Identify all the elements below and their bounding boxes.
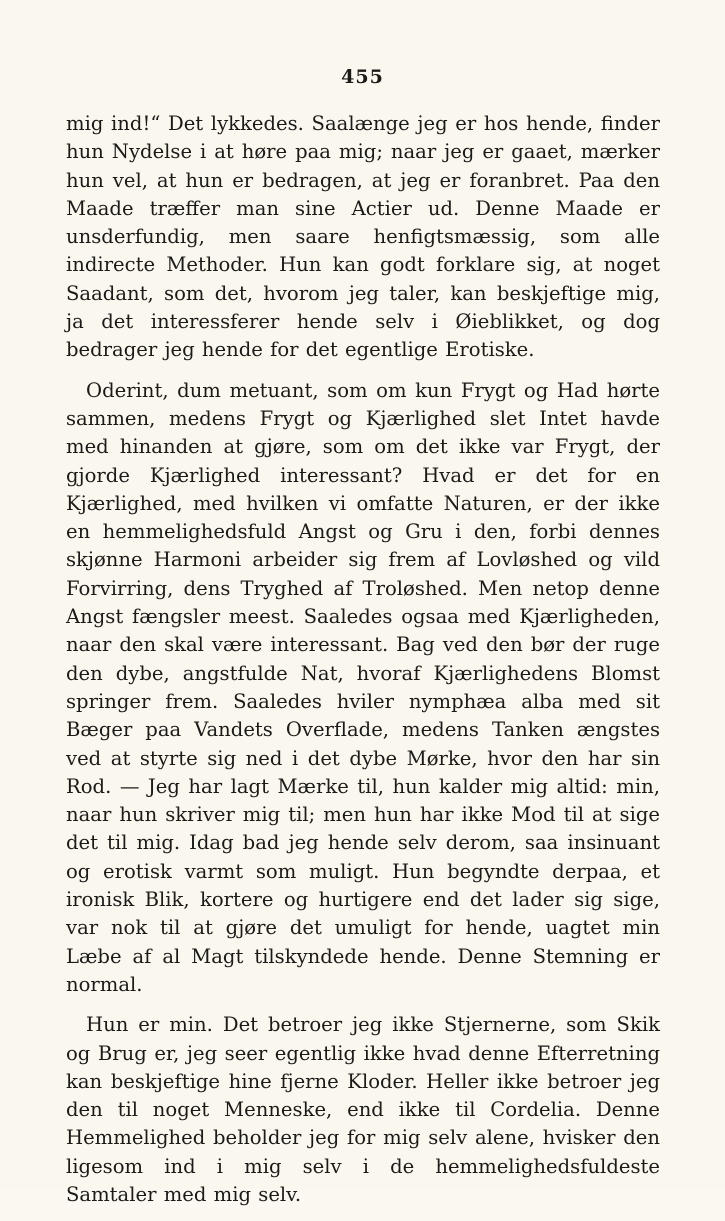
paragraph-1: mig ind!“ Det lykkedes. Saalænge jeg er hos hende, finder hun Nydelse i at høre paa mig; naar jeg er gaaet, mærker hun vel, at hun er bedragen, at jeg er foranbret. Paa den Maade træffer man sine Actier ud. Denne Maade er unsderfundig, men saare henfigtsmæssig, som alle indirecte Methoder. Hun kan godt forklare sig, at noget Saadant, som det, hvorom jeg taler, kan beskjeftige mig, ja det interessferer hende selv i Øieblikket, og dog bedrager jeg hende for det egentlige Erotiske. [66, 112, 660, 362]
page-number: 455 [341, 66, 384, 88]
paragraph-2: Oderint, dum metuant, som om kun Frygt og Had hørte sammen, medens Frygt og Kjærlighed slet Intet havde med hinanden at gjøre, som om det ikke var Frygt, der gjorde Kjærlighed interessant? Hvad er det for en Kjærlighed, med hvilken vi omfatte Naturen, er der ikke en hemmelighedsfuld Angst og Gru i den, forbi dennes skjønne Harmoni arbeider sig frem af Lovløshed og vild Forvirring, dens Tryghed af Troløshed. Men netop denne Angst fængsler meest. Saaledes ogsaa med Kjærligheden, naar den skal være interessant. Bag ved den bør der ruge den dybe, angstfulde Nat, hvoraf Kjærlighedens Blomst springer frem. Saaledes hviler nymphæa alba med sit Bæger paa Vandets Overflade, medens Tanken ængstes ved at styrte sig ned i det dybe Mørke, hvor den har sin Rod. — Jeg har lagt Mærke til, hun kalder mig altid: min, naar hun skriver mig til; men hun har ikke Mod til at sige det til mig. Idag bad jeg hende selv derom, saa insinuant og erotisk varmt som muligt. Hun begyndte derpaa, et ironisk Blik, kortere og hurtigere end det lader sig sige, var nok til at gjøre det umuligt for hende, uagtet min Læbe af al Magt tilskyndede hende. Denne Stemning er normal. [66, 378, 660, 996]
body-text [66, 110, 660, 1221]
paragraph-3: Hun er min. Det betroer jeg ikke Stjernerne, som Skik og Brug er, jeg seer egentlig ikke hvad denne Efterretning kan beskjeftige hine fjerne Kloder. Heller ikke betroer jeg den til noget Menneske, end ikke til Cordelia. Denne Hemmelighed beholder jeg for mig selv alene, hvisker den ligesom ind i mig selv i de hemmelighedsfuldeste Samtaler med mig selv. [66, 1013, 660, 1206]
